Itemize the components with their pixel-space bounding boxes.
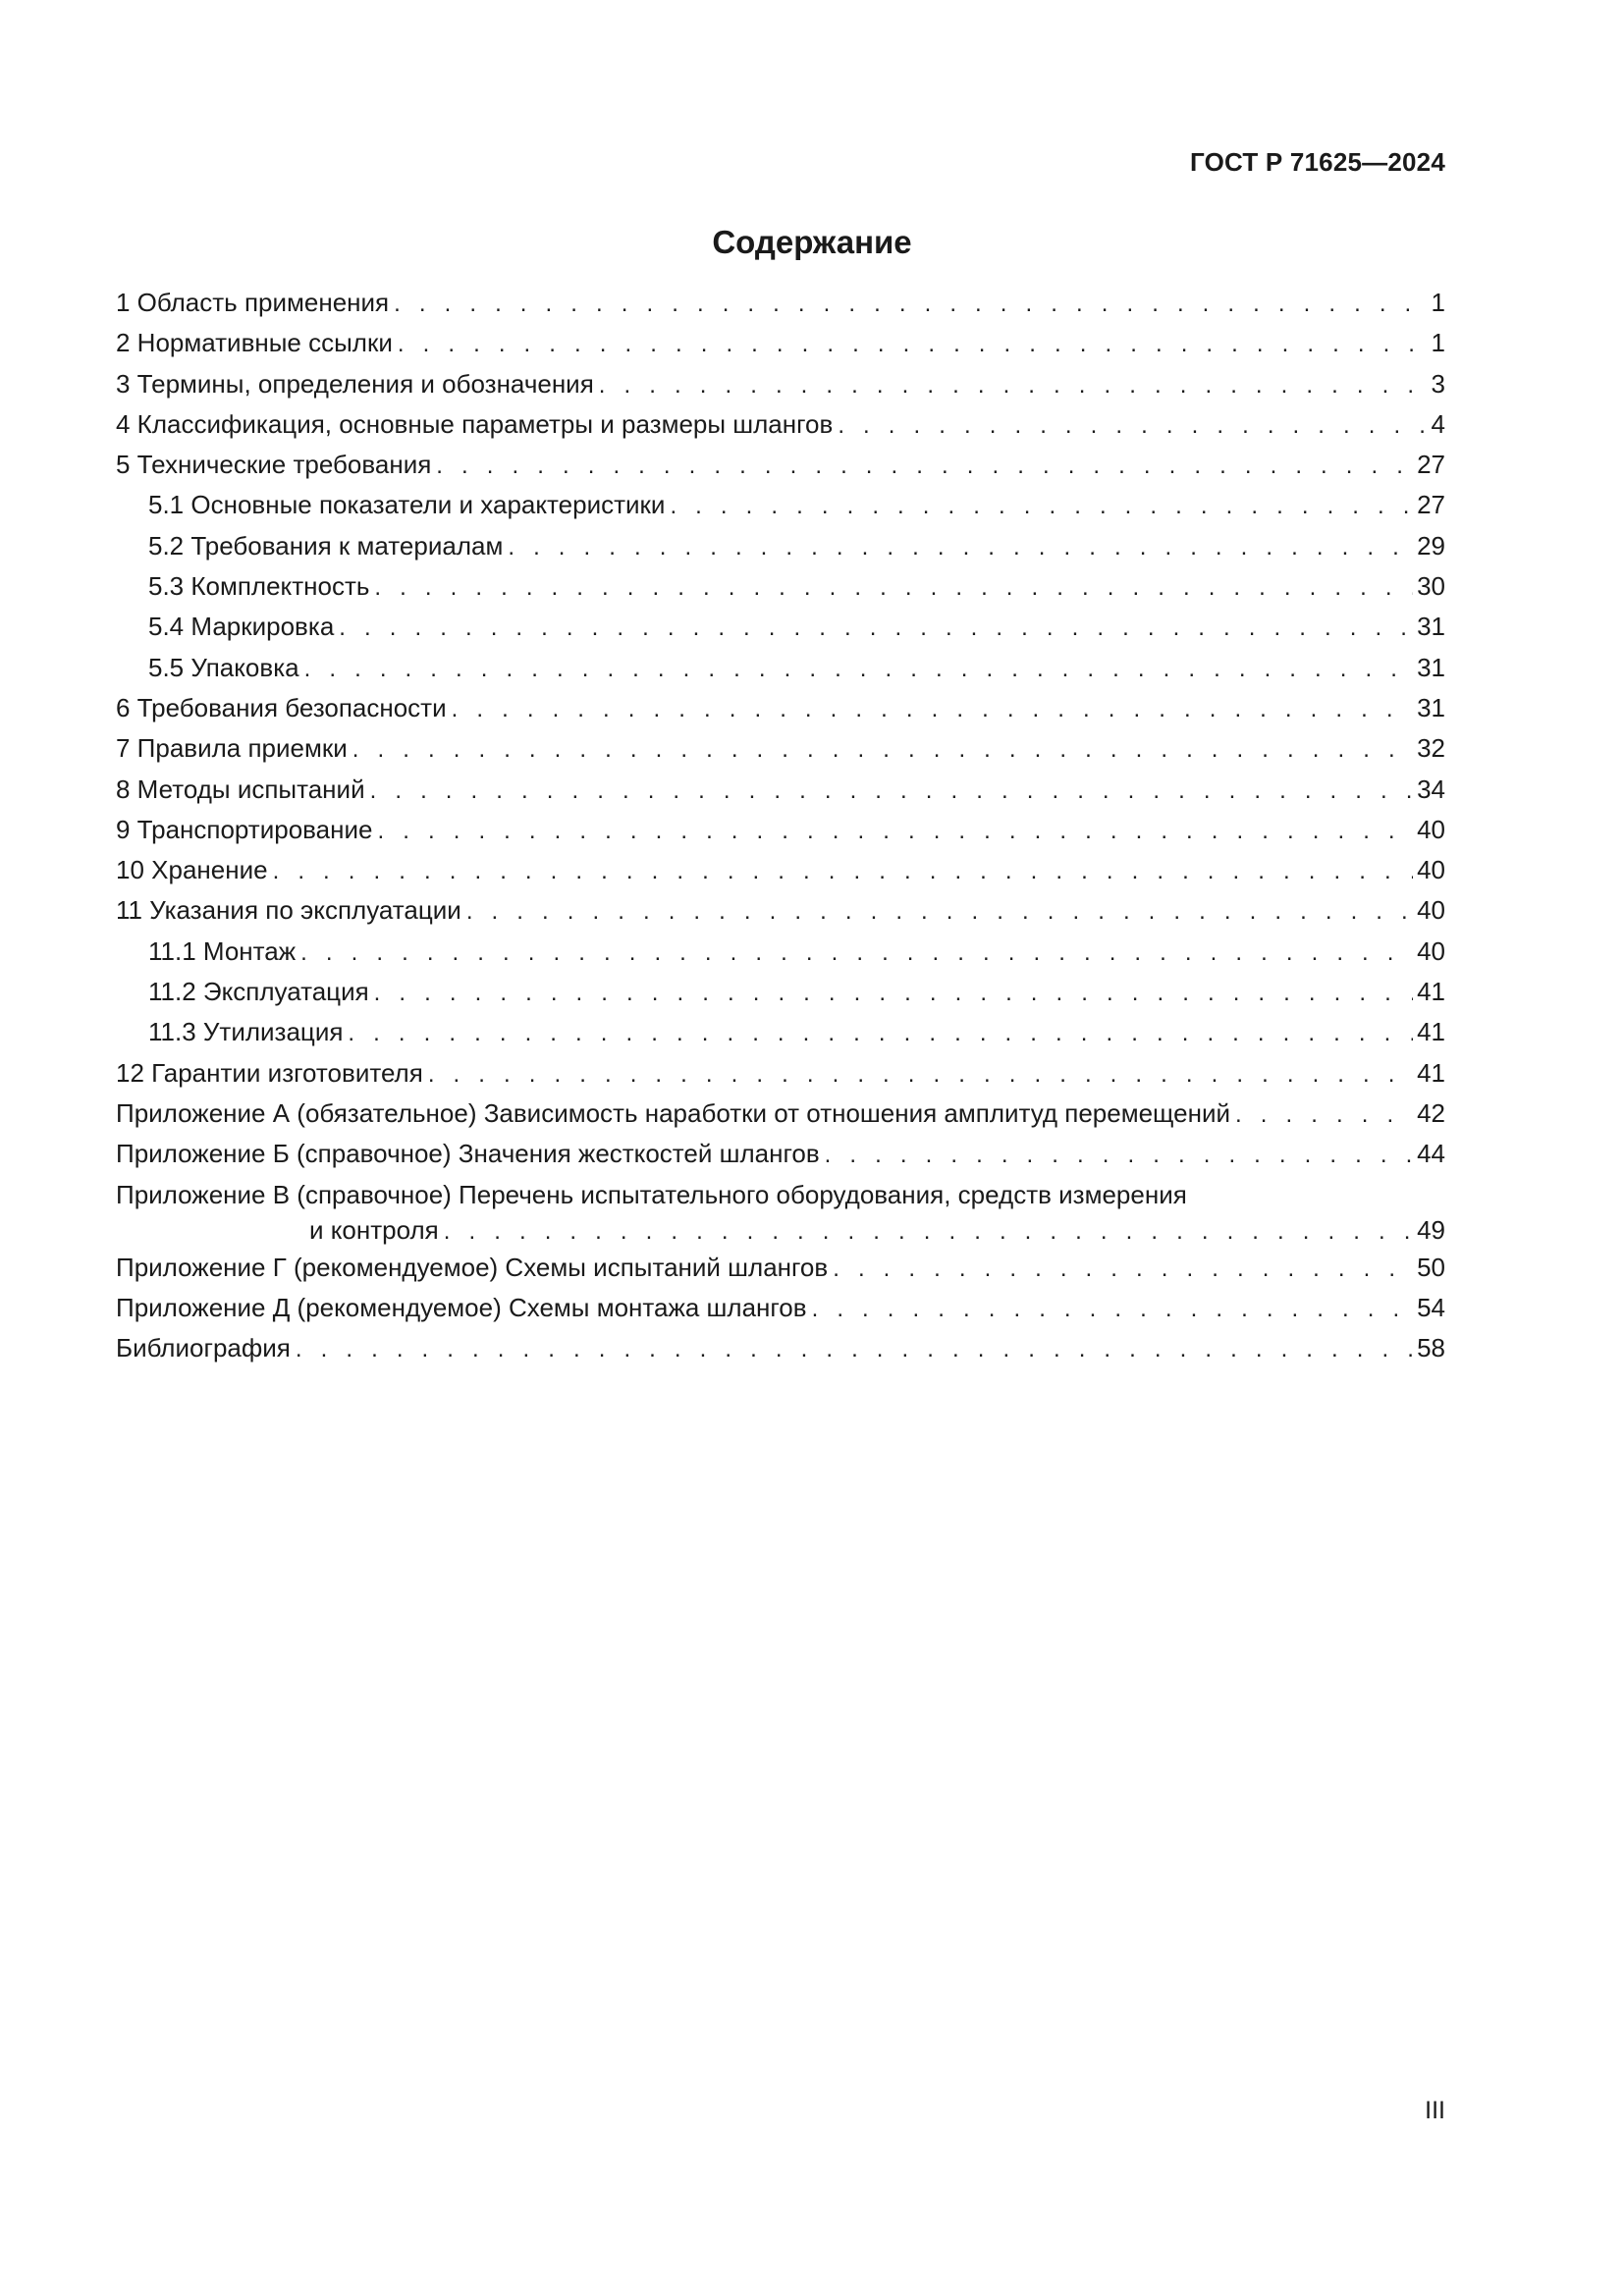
toc-entry[interactable] bbox=[116, 890, 1445, 931]
toc-entry[interactable] bbox=[116, 810, 1445, 850]
toc-entry[interactable] bbox=[116, 1012, 1445, 1052]
toc-dot-leader bbox=[508, 527, 1413, 567]
toc-entry-label: 11.1 Монтаж bbox=[148, 932, 298, 972]
toc-entry-label: Приложение Б (справочное) Значения жесткостей шлангов bbox=[116, 1134, 823, 1174]
toc-dot-leader bbox=[339, 608, 1413, 648]
toc-entry-page: 54 bbox=[1417, 1292, 1445, 1322]
toc-entry-label: 12 Гарантии изготовителя bbox=[116, 1053, 426, 1094]
toc-entry-label: 6 Требования безопасности bbox=[116, 688, 450, 728]
toc-entry-label: 11.2 Эксплуатация bbox=[148, 972, 372, 1012]
toc-entry-label: Библиография bbox=[116, 1328, 294, 1368]
toc-entry-page: 58 bbox=[1417, 1333, 1445, 1363]
toc-entry-page: 31 bbox=[1417, 692, 1445, 722]
toc-dot-leader bbox=[1235, 1095, 1413, 1135]
toc-entry-page: 49 bbox=[1417, 1214, 1445, 1245]
toc-entry[interactable] bbox=[116, 1094, 1445, 1134]
toc-dot-leader bbox=[466, 891, 1413, 932]
toc-entry-page: 31 bbox=[1417, 652, 1445, 682]
toc-entry[interactable] bbox=[116, 566, 1445, 607]
toc-entry[interactable] bbox=[116, 972, 1445, 1012]
toc-entry[interactable] bbox=[116, 526, 1445, 566]
toc-entry-label: 8 Методы испытаний bbox=[116, 770, 368, 810]
toc-entry-page: 27 bbox=[1417, 490, 1445, 520]
toc-entry-page: 32 bbox=[1417, 733, 1445, 764]
toc-entry-label: Приложение Д (рекомендуемое) Схемы монтажа шлангов bbox=[116, 1288, 810, 1328]
toc-dot-leader bbox=[352, 729, 1413, 770]
toc-dot-leader bbox=[825, 1135, 1413, 1175]
toc-entry-page: 34 bbox=[1417, 774, 1445, 804]
toc-entry[interactable] bbox=[116, 607, 1445, 647]
toc-entry-label-continuation: и контроля bbox=[309, 1215, 442, 1245]
toc-entry-page: 4 bbox=[1431, 408, 1445, 439]
toc-entry-page: 30 bbox=[1417, 571, 1445, 602]
toc-entry-label: 1 Область применения bbox=[116, 283, 392, 323]
toc-dot-leader bbox=[436, 446, 1413, 486]
toc-entry[interactable] bbox=[116, 728, 1445, 769]
toc-entry-page: 44 bbox=[1417, 1139, 1445, 1169]
toc-entry[interactable] bbox=[116, 1134, 1445, 1174]
toc-entry-label: 5.2 Требования к материалам bbox=[148, 526, 506, 566]
toc-entry[interactable] bbox=[116, 932, 1445, 972]
toc-dot-leader bbox=[833, 1249, 1413, 1289]
toc-entry-label: 5 Технические требования bbox=[116, 445, 434, 485]
toc-entry[interactable] bbox=[116, 445, 1445, 485]
toc-entry-label: 11 Указания по эксплуатации bbox=[116, 890, 464, 931]
toc-entry[interactable] bbox=[116, 1248, 1445, 1288]
toc-dot-leader bbox=[374, 973, 1413, 1013]
toc-dot-leader bbox=[838, 405, 1427, 446]
toc-entry-label: 2 Нормативные ссылки bbox=[116, 323, 396, 363]
toc-dot-leader bbox=[444, 1217, 1413, 1247]
toc-entry-page: 1 bbox=[1431, 328, 1445, 358]
toc-entry[interactable] bbox=[116, 1175, 1445, 1248]
toc-entry[interactable] bbox=[116, 404, 1445, 445]
toc-entry-page: 42 bbox=[1417, 1097, 1445, 1128]
toc-entry-label: 5.1 Основные показатели и характеристики bbox=[148, 485, 668, 525]
toc-entry-label: 5.5 Упаковка bbox=[148, 648, 302, 688]
toc-entry-page: 41 bbox=[1417, 1017, 1445, 1047]
toc-entry[interactable] bbox=[116, 1288, 1445, 1328]
toc-title: Содержание bbox=[712, 224, 912, 260]
toc-entry-label: 7 Правила приемки bbox=[116, 728, 351, 769]
toc-dot-leader bbox=[599, 365, 1428, 405]
toc-entry-page: 40 bbox=[1417, 855, 1445, 885]
toc-entry[interactable] bbox=[116, 283, 1445, 323]
toc-entry-page: 41 bbox=[1417, 977, 1445, 1007]
toc-dot-leader bbox=[374, 567, 1413, 608]
toc-dot-leader bbox=[398, 324, 1428, 364]
toc-dot-leader bbox=[394, 284, 1427, 324]
toc-entry-label: 5.4 Маркировка bbox=[148, 607, 337, 647]
toc-entry-page: 31 bbox=[1417, 612, 1445, 642]
toc-dot-leader bbox=[452, 689, 1413, 729]
toc-dot-leader bbox=[304, 649, 1413, 689]
toc-entry-page: 40 bbox=[1417, 935, 1445, 966]
toc-entry[interactable] bbox=[116, 364, 1445, 404]
toc-entry-label: Приложение В (справочное) Перечень испытательного оборудования, средств измерения bbox=[116, 1175, 1190, 1215]
toc-entry-page: 41 bbox=[1417, 1057, 1445, 1088]
toc-entry-page: 3 bbox=[1431, 368, 1445, 399]
toc-entry-label: Приложение Г (рекомендуемое) Схемы испытаний шлангов bbox=[116, 1248, 831, 1288]
toc-entry-label: 3 Термины, определения и обозначения bbox=[116, 364, 597, 404]
toc-entry-label: 9 Транспортирование bbox=[116, 810, 376, 850]
toc-entry-page: 1 bbox=[1431, 288, 1445, 317]
toc-entry[interactable] bbox=[116, 323, 1445, 363]
toc-entry-label: Приложение А (обязательное) Зависимость наработки от отношения амплитуд перемещений bbox=[116, 1094, 1233, 1134]
toc-entry[interactable] bbox=[116, 648, 1445, 688]
toc-dot-leader bbox=[370, 771, 1413, 811]
toc-entry-label: 11.3 Утилизация bbox=[148, 1012, 346, 1052]
toc-entry[interactable] bbox=[116, 688, 1445, 728]
toc-entry[interactable] bbox=[116, 485, 1445, 525]
toc-entry-page: 27 bbox=[1417, 450, 1445, 480]
toc-entry[interactable] bbox=[116, 1328, 1445, 1368]
toc-entry[interactable] bbox=[116, 850, 1445, 890]
toc-entry-page: 50 bbox=[1417, 1252, 1445, 1282]
toc-dot-leader bbox=[428, 1054, 1413, 1095]
toc-entry[interactable] bbox=[116, 770, 1445, 810]
toc-entry-label: 5.3 Комплектность bbox=[148, 566, 372, 607]
toc-dot-leader bbox=[296, 1329, 1413, 1369]
page-number: III bbox=[1425, 2097, 1445, 2124]
toc-entry-label: 10 Хранение bbox=[116, 850, 271, 890]
toc-entry-label: 4 Классификация, основные параметры и размеры шлангов bbox=[116, 404, 836, 445]
toc-dot-leader bbox=[378, 811, 1414, 851]
toc-dot-leader bbox=[812, 1289, 1414, 1329]
toc-dot-leader bbox=[300, 933, 1413, 973]
toc-entry-page: 29 bbox=[1417, 530, 1445, 561]
toc-dot-leader bbox=[670, 486, 1413, 526]
toc-dot-leader bbox=[348, 1013, 1413, 1053]
toc-entry[interactable] bbox=[116, 1053, 1445, 1094]
toc-entry-page: 40 bbox=[1417, 814, 1445, 844]
toc-dot-leader bbox=[273, 851, 1414, 891]
table-of-contents bbox=[116, 283, 1445, 1368]
document-code: ГОСТ Р 71625—2024 bbox=[1190, 147, 1445, 177]
toc-entry-page: 40 bbox=[1417, 895, 1445, 926]
